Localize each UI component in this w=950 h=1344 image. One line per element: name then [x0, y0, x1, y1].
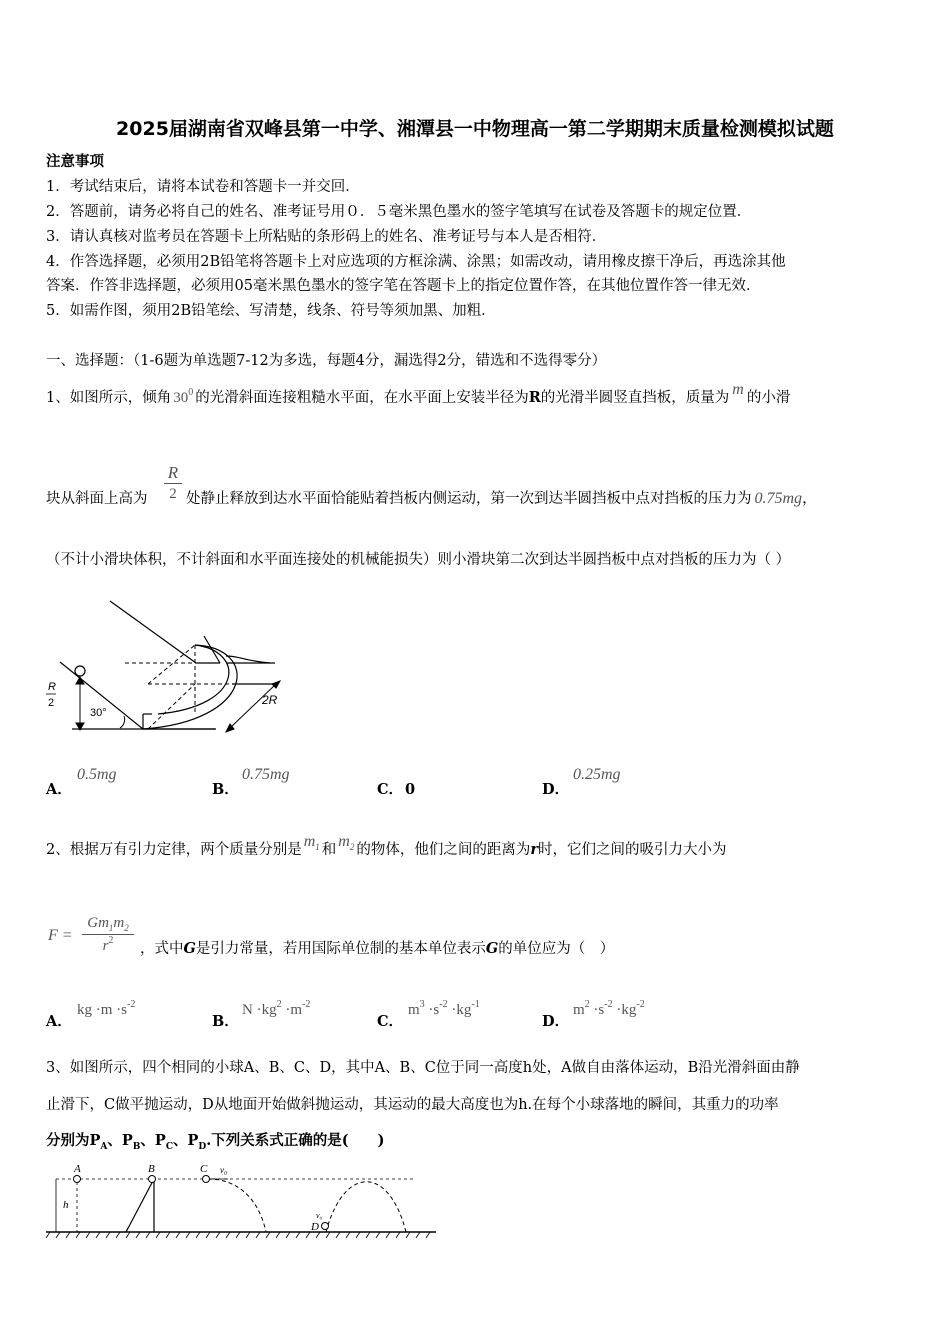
q2-line1: 2、根据万有引力定律，两个质量分别是 $m_1$ 和 $m_2$ 的物体，他们之间的距离为r时，它们之间的吸引力大小为 [46, 833, 727, 858]
q2-option-b-letter: B． [212, 1013, 239, 1030]
q2-option-a-letter: A． [46, 1013, 72, 1030]
q3-figure-label-v0: v₀ [220, 1165, 228, 1175]
q2-option-d-value: $m^2 \cdot s^{-2} \cdot kg^{-2}$ [573, 999, 645, 1018]
q2-option-b-value: $N \cdot kg^2 \cdot m^{-2}$ [242, 999, 311, 1018]
q1-fraction: $\frac{R}{2}$ [164, 463, 182, 504]
q1-line2a: 块从斜面上高为 [46, 491, 148, 507]
q1-option-c-value: 0 [405, 781, 416, 798]
page-title: 2025届湖南省双峰县第一中学、湘潭县一中物理高一第二学期期末质量检测模拟试题 [116, 118, 834, 140]
q2-option-a-value: kg $\cdot m \cdot s^{-2}$ [77, 999, 136, 1018]
q1-option-d-letter: D． [542, 781, 570, 798]
q2-line2: ，式中G是引力常量，若用国际单位制的基本单位表示G的单位应为（ ） [140, 940, 615, 957]
notice-item: 5．如需作图，须用2B铅笔绘、写清楚，线条、符号等须加黑、加粗． [46, 303, 496, 319]
q2-option-c-value: $m^3 \cdot s^{-2} \cdot kg^{-1}$ [408, 999, 480, 1018]
q1-option-c-letter: C． [377, 781, 404, 798]
q3-figure-label-c: C [200, 1163, 208, 1175]
notice-item: 答案．作答非选择题，必须用05毫米黑色墨水的签字笔在答题卡上的指定位置作答，在其他位置作答一律无效． [46, 278, 761, 294]
q1-option-a-value: 0.5mg [77, 766, 117, 783]
q3-line3: 分别为$P_A$、$P_B$、$P_C$、$P_D$.下列关系式正确的是( ) [46, 1132, 385, 1152]
q1-figure [40, 596, 330, 736]
q1-option-b-value: 0.75mg [242, 766, 290, 783]
q3-figure-label-v0-d: v₀ [316, 1211, 323, 1220]
q1-option-d-value: 0.25mg [573, 766, 621, 783]
notice-heading: 注意事项 [46, 153, 104, 170]
q3-figure-label-d: D [311, 1221, 319, 1233]
q1-option-a-letter: A． [46, 781, 72, 798]
q1-line2b: 处静止释放到达水平面恰能贴着挡板内侧运动，第一次到达半圆挡板中点对挡板的压力为 0.75mg， [186, 490, 817, 507]
q1-figure-2-label: 2 [48, 697, 55, 709]
q1-line3: （不计小滑块体积，不计斜面和水平面连接处的机械能损失）则小滑块第二次到达半圆挡板中点对挡板的压力为（ ） [46, 552, 791, 568]
q3-figure-label-h: h [63, 1199, 69, 1211]
notice-item: 4．作答选择题，必须用2B铅笔将答题卡上对应选项的方框涂满、涂黑；如需改动，请用橡皮擦干净后，再选涂其他 [46, 254, 786, 270]
q1-figure-R-label: R [48, 681, 56, 693]
q3-figure [44, 1160, 440, 1240]
notice-item: 1．考试结束后，请将本试卷和答题卡一并交回． [46, 179, 360, 195]
q2-option-c-letter: C． [377, 1013, 404, 1030]
q1-figure-angle-label: 30° [90, 707, 107, 719]
q1-option-b-letter: B． [212, 781, 239, 798]
section-heading: 一、选择题：（1-6题为单选题7-12为多选，每题4分，漏选得2分，错选和不选得零分） [46, 353, 607, 369]
q3-figure-label-a: A [74, 1163, 81, 1175]
notice-item: 2．答题前，请务必将自己的姓名、准考证号用０．５毫米黑色墨水的签字笔填写在试卷及答题卡的规定位置． [46, 204, 752, 220]
q2-formula-F: F = [48, 927, 73, 944]
q1-line1: 1、如图所示，倾角 $30^0$ 的光滑斜面连接粗糙水平面，在水平面上安装半径为R的光滑半圆竖直挡板，质量为 m 的小滑 [46, 381, 791, 406]
q2-formula-fraction: $\frac{Gm_1m_2}{r^2}$ [82, 913, 134, 959]
q3-figure-label-b: B [148, 1163, 155, 1175]
q3-line1: 3、如图所示，四个相同的小球A、B、C、D，其中A、B、C位于同一高度h处，A做自由落体运动，B沿光滑斜面由静 [46, 1060, 800, 1076]
q3-line2: 止滑下，C做平抛运动，D从地面开始做斜抛运动，其运动的最大高度也为h.在每个小球落地的瞬间，其重力的功率 [46, 1097, 779, 1113]
notice-item: 3．请认真核对监考员在答题卡上所粘贴的条形码上的姓名、准考证号与本人是否相符． [46, 229, 607, 245]
q2-option-d-letter: D． [542, 1013, 570, 1030]
q1-figure-2R-label: 2R [262, 693, 278, 707]
